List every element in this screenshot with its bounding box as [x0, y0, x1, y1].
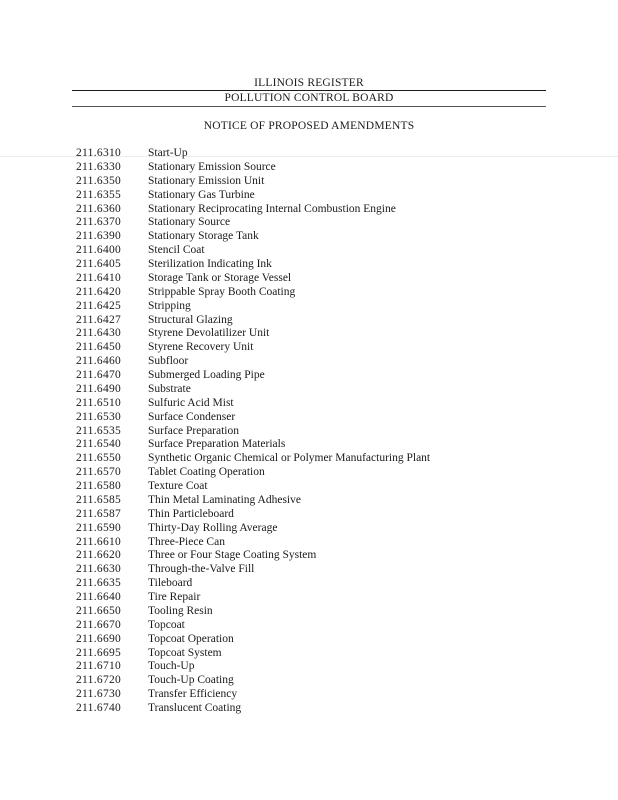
- section-number: 211.6630: [76, 563, 122, 576]
- section-number: 211.6355: [76, 188, 122, 201]
- definition-row: [76, 438, 576, 452]
- definition-row: [76, 702, 576, 716]
- section-number: 211.6720: [76, 674, 122, 687]
- section-number: 211.6450: [76, 341, 122, 354]
- definition-term: Strippable Spray Booth Coating: [148, 285, 296, 298]
- section-number: 211.6695: [76, 646, 122, 659]
- section-number: 211.6430: [76, 327, 122, 340]
- section-number: 211.6400: [76, 244, 122, 257]
- section-number: 211.6580: [76, 480, 122, 492]
- section-number: 211.6585: [76, 493, 122, 506]
- definition-row: [76, 633, 576, 647]
- definition-row: [76, 300, 576, 314]
- section-number: 211.6330: [76, 160, 122, 173]
- section-number: 211.6390: [76, 230, 122, 243]
- definition-term: Tooling Resin: [148, 604, 213, 617]
- definition-row: [76, 203, 576, 217]
- definition-term: Topcoat System: [148, 646, 222, 659]
- definition-term: Styrene Recovery Unit: [148, 341, 254, 354]
- definition-row: [76, 577, 576, 591]
- section-number: 211.6620: [76, 549, 122, 562]
- definition-term: Surface Condenser: [148, 410, 236, 423]
- definition-row: [76, 563, 576, 577]
- section-number: 211.6535: [76, 424, 122, 437]
- definition-term: Touch-Up Coating: [148, 674, 234, 687]
- section-number: 211.6710: [76, 660, 122, 673]
- section-number: 211.6690: [76, 632, 122, 645]
- definition-term: Tablet Coating Operation: [148, 466, 265, 479]
- definition-term: Start-Up: [148, 147, 188, 159]
- definition-term: Subfloor: [148, 355, 189, 368]
- definition-term: Transfer Efficiency: [148, 688, 238, 701]
- section-number: 211.6550: [76, 452, 122, 465]
- definition-row: [76, 605, 576, 619]
- definition-term: Touch-Up: [148, 660, 195, 673]
- definition-row: [76, 549, 576, 563]
- definition-row: [76, 452, 576, 466]
- definition-row: [76, 341, 576, 355]
- definition-row: [76, 355, 576, 369]
- section-number: 211.6405: [76, 258, 122, 270]
- definition-row: [76, 480, 576, 494]
- definition-row: [76, 314, 576, 328]
- register-title: ILLINOIS REGISTER: [254, 77, 364, 89]
- definition-term: Substrate: [148, 382, 191, 395]
- definition-term: Topcoat: [148, 618, 185, 631]
- section-number: 211.6425: [76, 299, 122, 312]
- definition-term: Tileboard: [148, 577, 193, 590]
- section-number: 211.6460: [76, 355, 122, 368]
- definition-row: [76, 244, 576, 258]
- section-number: 211.6650: [76, 604, 122, 617]
- section-number: 211.6640: [76, 591, 122, 603]
- section-number: 211.6570: [76, 466, 122, 479]
- section-number: 211.6635: [76, 577, 122, 590]
- header-rule-top: [72, 90, 546, 91]
- definition-term: Synthetic Organic Chemical or Polymer Manufacturing Plant: [148, 452, 431, 465]
- definition-term: Topcoat Operation: [148, 632, 234, 645]
- definition-row: [76, 411, 576, 425]
- section-number: 211.6360: [76, 202, 122, 215]
- definition-term: Thirty-Day Rolling Average: [148, 521, 278, 534]
- definition-term: Submerged Loading Pipe: [148, 369, 265, 381]
- definition-row: [76, 397, 576, 411]
- definition-row: [76, 230, 576, 244]
- section-number: 211.6670: [76, 618, 122, 631]
- definition-term: Stencil Coat: [148, 244, 205, 257]
- definition-row: [76, 327, 576, 341]
- definition-term: Sulfuric Acid Mist: [148, 396, 234, 409]
- section-number: 211.6420: [76, 285, 122, 298]
- definition-row: [76, 216, 576, 230]
- section-number: 211.6530: [76, 410, 122, 423]
- section-number: 211.6610: [76, 535, 122, 548]
- definitions-list: [76, 147, 576, 716]
- definition-row: [76, 536, 576, 550]
- definition-row: [76, 161, 576, 175]
- definition-row: [76, 258, 576, 272]
- definition-term: Surface Preparation Materials: [148, 438, 286, 451]
- definition-row: [76, 286, 576, 300]
- section-number: 211.6490: [76, 382, 122, 395]
- section-number: 211.6730: [76, 688, 122, 701]
- section-number: 211.6587: [76, 507, 122, 520]
- definition-row: [76, 660, 576, 674]
- definition-row: [76, 647, 576, 661]
- section-number: 211.6470: [76, 369, 122, 381]
- definition-term: Structural Glazing: [148, 313, 233, 326]
- definition-row: [76, 688, 576, 702]
- definition-row: [76, 272, 576, 286]
- board-name: POLLUTION CONTROL BOARD: [224, 92, 394, 104]
- definition-row: [76, 425, 576, 439]
- definition-term: Sterilization Indicating Ink: [148, 258, 272, 270]
- definition-term: Surface Preparation: [148, 424, 240, 437]
- header-rule-bottom: [72, 106, 546, 107]
- section-number: 211.6427: [76, 313, 122, 326]
- section-number: 211.6410: [76, 271, 122, 284]
- definition-row: [76, 508, 576, 522]
- definition-row: [76, 383, 576, 397]
- definition-term: Stationary Emission Unit: [148, 174, 265, 187]
- section-number: 211.6740: [76, 702, 122, 714]
- definition-term: Styrene Devolatilizer Unit: [148, 327, 270, 340]
- definition-term: Three-Piece Can: [148, 535, 225, 548]
- definition-row: [76, 147, 576, 161]
- definition-term: Tire Repair: [148, 591, 201, 603]
- definition-term: Through-the-Valve Fill: [148, 563, 255, 576]
- definition-row: [76, 189, 576, 203]
- definition-term: Stationary Source: [148, 216, 231, 229]
- section-number: 211.6510: [76, 396, 122, 409]
- definition-row: [76, 175, 576, 189]
- definition-row: [76, 619, 576, 633]
- definition-term: Thin Metal Laminating Adhesive: [148, 493, 301, 506]
- definition-term: Texture Coat: [148, 480, 208, 492]
- definition-term: Stripping: [148, 299, 191, 312]
- definition-term: Translucent Coating: [148, 702, 242, 714]
- section-number: 211.6540: [76, 438, 122, 451]
- definition-row: [76, 466, 576, 480]
- definition-row: [76, 674, 576, 688]
- definition-row: [76, 369, 576, 383]
- definition-term: Stationary Gas Turbine: [148, 188, 255, 201]
- definition-term: Three or Four Stage Coating System: [148, 549, 317, 562]
- definition-term: Storage Tank or Storage Vessel: [148, 271, 292, 284]
- definition-row: [76, 591, 576, 605]
- definition-term: Stationary Reciprocating Internal Combustion Engine: [148, 202, 396, 215]
- definition-row: [76, 494, 576, 508]
- definition-term: Thin Particleboard: [148, 507, 234, 520]
- definition-term: Stationary Storage Tank: [148, 230, 259, 243]
- register-header: [72, 77, 546, 104]
- section-number: 211.6370: [76, 216, 122, 229]
- section-number: 211.6590: [76, 521, 122, 534]
- section-number: 211.6310: [76, 147, 122, 159]
- section-number: 211.6350: [76, 174, 122, 187]
- definition-term: Stationary Emission Source: [148, 160, 276, 173]
- notice-heading: NOTICE OF PROPOSED AMENDMENTS: [203, 120, 415, 132]
- definition-row: [76, 522, 576, 536]
